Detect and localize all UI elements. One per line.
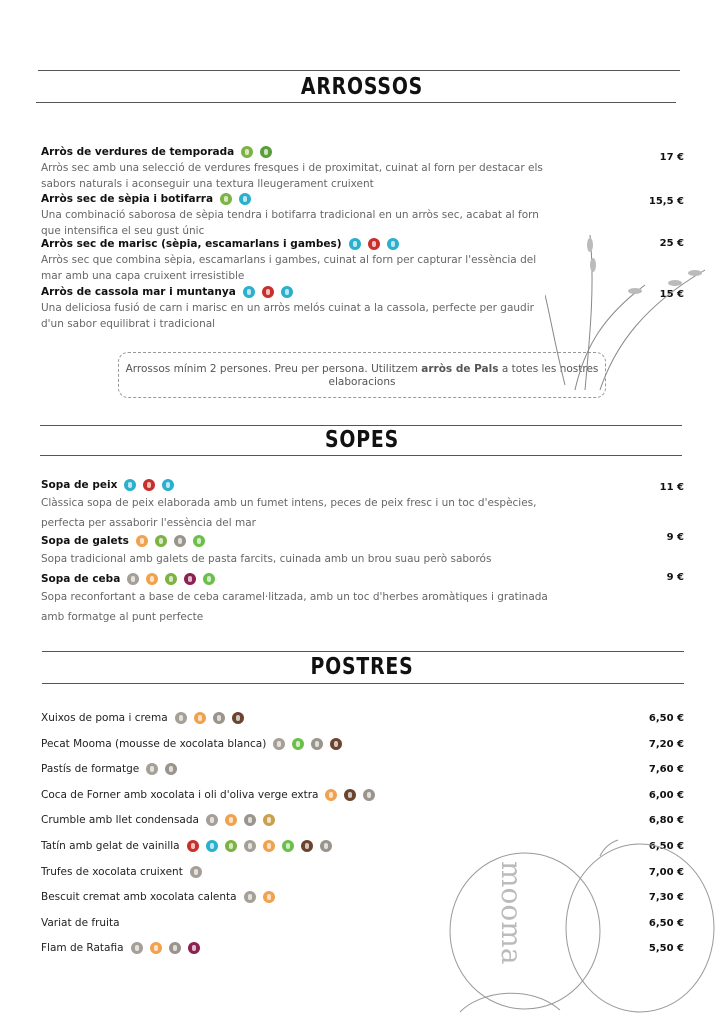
- gluten-allergen-icon: [325, 789, 337, 801]
- celery-allergen-icon: [241, 146, 253, 158]
- crustacean-allergen-icon: [187, 840, 199, 852]
- mollusc-allergen-icon: [281, 286, 293, 298]
- mollusc-allergen-icon: [239, 193, 251, 205]
- celery-allergen-icon: [165, 573, 177, 585]
- menu-item: [41, 191, 561, 239]
- gluten-allergen-icon: [225, 814, 237, 826]
- item-price: 15,5 €: [648, 196, 684, 207]
- egg-allergen-icon: [213, 712, 225, 724]
- item-title: Arròs sec de sèpia i botifarra: [41, 193, 214, 205]
- gluten-allergen-icon: [136, 535, 148, 547]
- item-description: Arròs sec que combina sèpia, escamarlans i gambes, cuinat al forn per capturar l'essència del mar amb una capa cruixent irresistible: [41, 254, 537, 282]
- sulfites-allergen-icon: [188, 942, 200, 954]
- item-price: 7,60 €: [648, 764, 684, 776]
- soy-allergen-icon: [193, 535, 205, 547]
- nuts-allergen-icon: [232, 712, 244, 724]
- item-title: Arròs de cassola mar i muntanya: [41, 286, 236, 298]
- item-name: [41, 284, 561, 300]
- item-name: [41, 736, 561, 752]
- gluten-allergen-icon: [194, 712, 206, 724]
- item-title: Sopa de peix: [41, 479, 118, 491]
- item-price: 6,50 €: [648, 917, 684, 929]
- note-text: a totes les nostres elaboracions: [328, 363, 599, 388]
- item-title: Variat de fruita: [41, 916, 120, 929]
- menu-item: [41, 736, 561, 752]
- item-price: 7,00 €: [648, 866, 684, 878]
- item-description: Una deliciosa fusió de carn i marisc en un arròs melós cuinat a la cassola, perfecte per gaudir d'un sabor equilibrat i tradicional: [41, 302, 534, 330]
- mooma-apple-logo-illustration: [440, 836, 720, 1016]
- divider: [42, 683, 684, 684]
- item-title: Tatín amb gelat de vainilla: [41, 840, 180, 852]
- gluten-allergen-icon: [150, 942, 162, 954]
- divider: [38, 70, 680, 71]
- mollusc-allergen-icon: [387, 238, 399, 250]
- item-description: Sopa reconfortant a base de ceba caramel·litzada, amb un toc d'herbes aromàtiques i gratinada amb formatge al punt perfecte: [41, 591, 548, 623]
- section-title-arrossos: ARROSSOS: [300, 74, 424, 100]
- item-price: 11 €: [659, 482, 684, 493]
- item-title: Flam de Ratafia: [41, 942, 124, 955]
- section-title-postres: POSTRES: [310, 654, 414, 680]
- soy-allergen-icon: [292, 738, 304, 750]
- rice-note: [118, 352, 606, 398]
- milk-allergen-icon: [175, 712, 187, 724]
- item-title: Sopa de galets: [41, 535, 129, 547]
- crustacean-allergen-icon: [143, 479, 155, 491]
- item-title: Arròs sec de marisc (sèpia, escamarlans i gambes): [41, 238, 342, 250]
- item-title: Crumble amb llet condensada: [41, 814, 199, 827]
- fish-allergen-icon: [349, 238, 361, 250]
- item-name: [41, 571, 561, 587]
- celery-allergen-icon: [155, 535, 167, 547]
- item-price: 7,20 €: [648, 738, 684, 750]
- item-price: 6,50 €: [648, 713, 684, 724]
- milk-allergen-icon: [131, 942, 143, 954]
- celery-allergen-icon: [225, 840, 237, 852]
- menu-item: [41, 236, 561, 284]
- egg-allergen-icon: [244, 814, 256, 826]
- menu-item: [41, 761, 561, 777]
- milk-allergen-icon: [244, 840, 256, 852]
- egg-allergen-icon: [174, 535, 186, 547]
- item-name: [41, 761, 561, 777]
- menu-item: [41, 812, 561, 828]
- item-name: [41, 710, 561, 726]
- egg-allergen-icon: [320, 840, 332, 852]
- item-price: 17 €: [659, 152, 684, 163]
- egg-allergen-icon: [165, 763, 177, 775]
- rice-plant-illustration: [545, 225, 715, 395]
- milk-allergen-icon: [146, 763, 158, 775]
- item-title: Sopa de ceba: [41, 573, 121, 585]
- item-name: [41, 533, 561, 549]
- divider: [40, 455, 682, 456]
- item-title: Trufes de xocolata cruixent: [41, 865, 183, 878]
- gluten-allergen-icon: [263, 840, 275, 852]
- milk-allergen-icon: [190, 866, 202, 878]
- egg-allergen-icon: [311, 738, 323, 750]
- item-price: 25 €: [659, 238, 684, 249]
- crustacean-allergen-icon: [368, 238, 380, 250]
- crustacean-allergen-icon: [262, 286, 274, 298]
- item-description: Arròs sec amb una selecció de verdures fresques i de proximitat, cuinat al forn per destacar els sabors naturals i aconseguir una textura lleugerament cruixent: [41, 162, 543, 190]
- note-bold: arròs de Pals: [421, 363, 499, 375]
- milk-allergen-icon: [206, 814, 218, 826]
- item-price: 9 €: [666, 572, 684, 583]
- fish-allergen-icon: [124, 479, 136, 491]
- item-price: 6,00 €: [648, 789, 684, 801]
- menu-item: [41, 787, 561, 803]
- item-name: [41, 477, 561, 493]
- item-title: Pecat Mooma (mousse de xocolata blanca): [41, 737, 267, 750]
- item-price: 7,30 €: [648, 892, 684, 904]
- soy-allergen-icon: [203, 573, 215, 585]
- divider: [40, 425, 682, 426]
- mollusc-allergen-icon: [162, 479, 174, 491]
- menu-item: [41, 284, 561, 332]
- egg-allergen-icon: [169, 942, 181, 954]
- item-title: Pastís de formatge: [41, 763, 140, 776]
- gluten-allergen-icon: [263, 891, 275, 903]
- item-name: [41, 787, 561, 803]
- milk-allergen-icon: [244, 891, 256, 903]
- item-name: [41, 812, 561, 828]
- mooma-logo-text: mooma: [495, 861, 528, 965]
- item-price: 6,80 €: [648, 815, 684, 827]
- nuts-allergen-icon: [301, 840, 313, 852]
- item-price: 5,50 €: [648, 943, 684, 955]
- item-description: Sopa tradicional amb galets de pasta farcits, cuinada amb un brou suau però saborós: [41, 553, 492, 565]
- item-title: Arròs de verdures de temporada: [41, 146, 235, 158]
- menu-item: [41, 477, 561, 533]
- divider: [36, 102, 676, 103]
- vegan-allergen-icon: [260, 146, 272, 158]
- menu-item: [41, 533, 561, 569]
- menu-item: [41, 571, 561, 627]
- egg-allergen-icon: [363, 789, 375, 801]
- item-price: 9 €: [666, 532, 684, 543]
- menu-item: [41, 144, 561, 192]
- gluten-allergen-icon: [146, 573, 158, 585]
- note-text: Arrossos mínim 2 persones. Preu per persona. Utilitzem: [125, 363, 422, 375]
- milk-allergen-icon: [127, 573, 139, 585]
- soy-allergen-icon: [282, 840, 294, 852]
- mustard-allergen-icon: [263, 814, 275, 826]
- sulfites-allergen-icon: [184, 573, 196, 585]
- item-title: Coca de Forner amb xocolata i oli d'oliva verge extra: [41, 788, 319, 801]
- item-title: Xuixos de poma i crema: [41, 712, 168, 724]
- nuts-allergen-icon: [330, 738, 342, 750]
- item-price: 6,50 €: [648, 841, 684, 852]
- fish-allergen-icon: [243, 286, 255, 298]
- divider: [42, 651, 684, 652]
- item-description: Una combinació saborosa de sèpia tendra i botifarra tradicional en un arròs sec, acabat al forn que intensifica el seu gust únic: [41, 209, 539, 237]
- menu-item: [41, 710, 561, 726]
- item-name: [41, 191, 561, 207]
- section-title-sopes: SOPES: [324, 427, 400, 453]
- item-price: 15 €: [659, 289, 684, 300]
- milk-allergen-icon: [273, 738, 285, 750]
- item-name: [41, 144, 561, 160]
- item-title: Bescuit cremat amb xocolata calenta: [41, 891, 237, 904]
- nuts-allergen-icon: [344, 789, 356, 801]
- mollusc-allergen-icon: [206, 840, 218, 852]
- item-description: Clàssica sopa de peix elaborada amb un fumet intens, peces de peix fresc i un toc d'espècies, perfecta per assaborir l'essència del mar: [41, 497, 537, 529]
- celery-allergen-icon: [220, 193, 232, 205]
- item-name: [41, 236, 561, 252]
